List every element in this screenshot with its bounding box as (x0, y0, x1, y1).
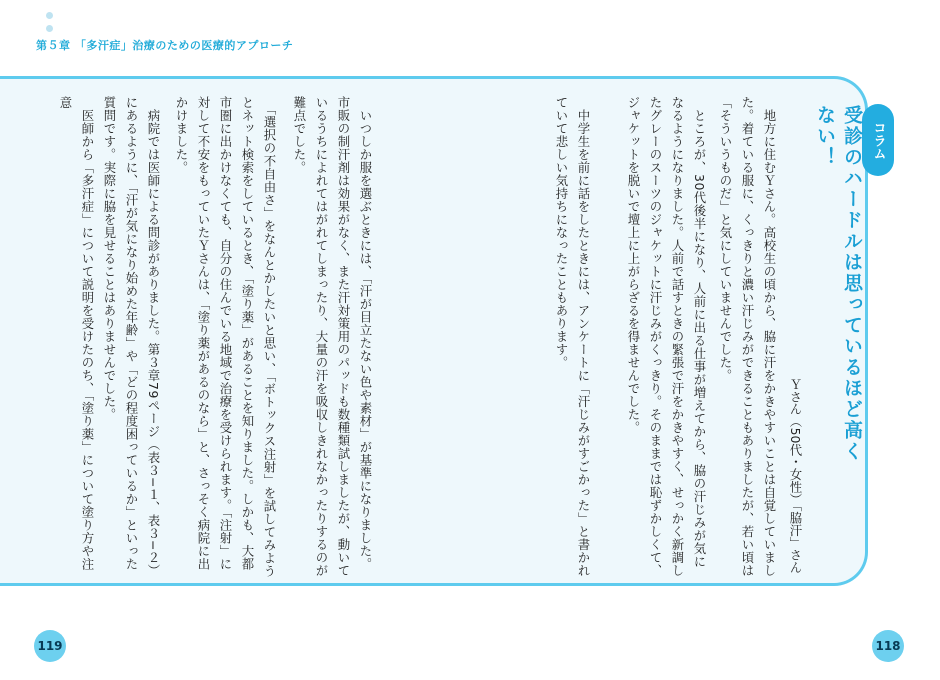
chapter-header: 第５章 「多汗症」治療のための医療的アプローチ (36, 39, 294, 52)
right-paragraph-2: ところが、30代後半になり、人前に出る仕事が増えてから、脇の汗じみが気になるようになりました。人前で話すときの緊張で汗をかきやすく、せっかく新調したグレーのスーツのジャケットに汗じみがくっきり。そのままでは恥ずかしくて、ジャケットを脱いで壇上に上がらざるを得ませんでした。 (626, 96, 707, 577)
page-number-left: 119 (34, 630, 66, 662)
left-paragraph-1: いつしか服を選ぶときには、「汗が目立たない色や素材」が基準になりました。市販の制汗剤は効果がなく、また汗対策用のパッドも数種類試しましたが、動いているうちによれてはがれてしまったり、大量の汗を吸収しきれなかったりするのが難点でした。 (292, 96, 373, 577)
left-paragraph-3: 病院では医師による問診がありました。第３章79ページ（表３−１、表３−２）にあるように、「汗が気になり始めた年齢」や「どの程度困っているか」といった質問です。実際に脇を見せることはありませんでした。 医師から「多汗症」について説明を受けたのち、「塗り薬」について塗り方や注意 (58, 96, 161, 577)
column-title: 受診のハードルは思っているほど高くない！ (814, 105, 863, 462)
dot (46, 25, 53, 32)
dot (46, 12, 53, 19)
column-byline: Ｙさん（50代・女性）「脇汗」さん (788, 378, 803, 574)
column-tab-label: コラム (870, 120, 886, 160)
left-paragraph-2: 「選択の不自由さ」をなんとかしたいと思い、「ボトックス注射」を試してみようとネット検索をしているとき、「塗り薬」があることを知りました。しかも、大都市圏に出かけなくても、自分の住んでいる地域で治療を受けられます。「注射」に対して不安をもっていたＹさんは、「塗り薬があるのなら」と、さっそく病院に出かけました。 (174, 96, 277, 578)
right-paragraph-1: 地方に住むＹさん。高校生の頃から、脇に汗をかきやすいことは自覚していました。着ている服に、くっきりと濃い汗じみができることもありましたが、若い頃は「そういうものだ」と気にしていませんでした。 (718, 96, 777, 577)
page-number-right: 118 (872, 630, 904, 662)
column-tab (862, 104, 894, 176)
right-paragraph-3: 中学生を前に話をしたときには、アンケートに「汗じみがすごかった」と書かれていて悲しい気持ちになったこともあります。 (554, 96, 591, 577)
decorative-dots (46, 12, 56, 38)
